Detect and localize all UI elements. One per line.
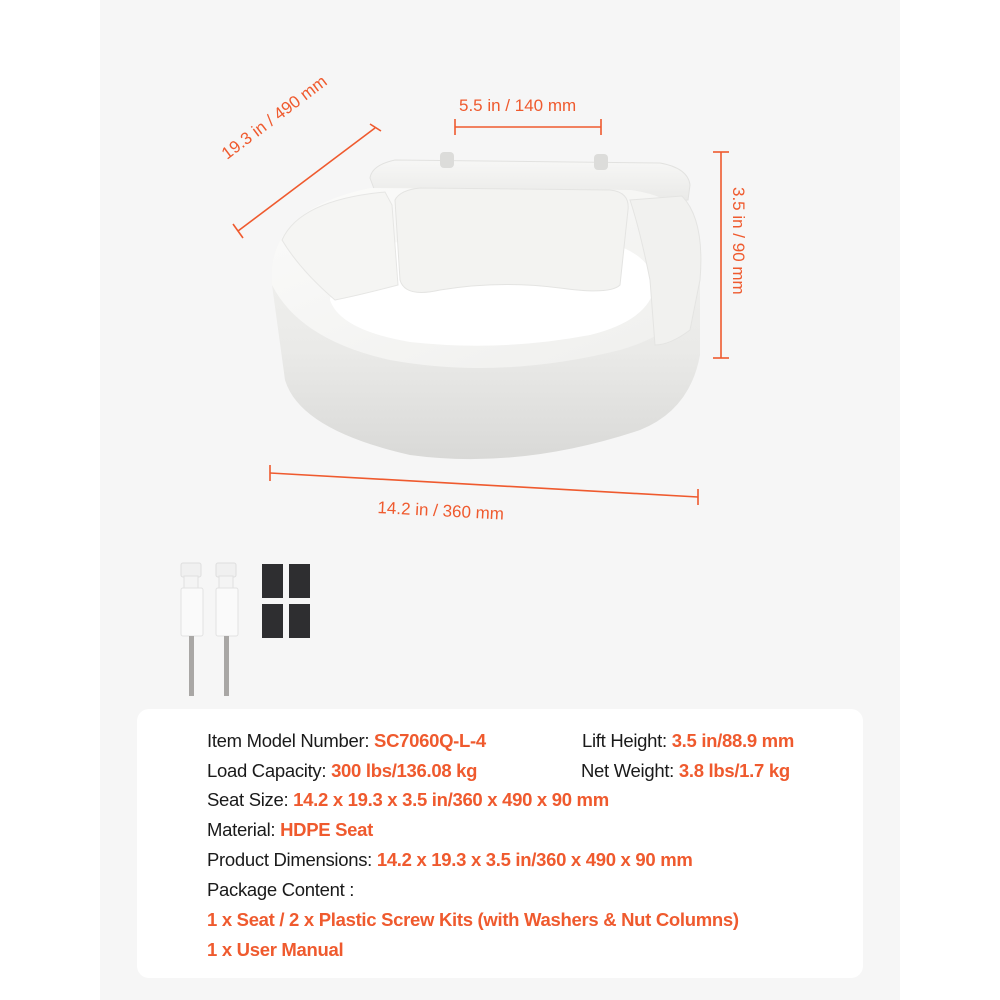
spec-seat-size-value: 14.2 x 19.3 x 3.5 in/360 x 490 x 90 mm [293,789,609,810]
spec-lift-height [582,730,794,752]
spec-product-dimensions-label: Product Dimensions: [207,849,377,870]
dim-label-width: 14.2 in / 360 mm [377,498,505,524]
spec-material-label: Material: [207,819,281,840]
spec-model-label: Item Model Number: [207,730,375,751]
spec-seat-size [207,789,609,811]
spec-lift-height-label: Lift Height: [582,730,672,751]
screw-kit [181,563,238,696]
spec-product-dimensions [207,849,693,871]
package-item: 1 x Seat / 2 x Plastic Screw Kits (with Washers & Nut Columns) [207,909,739,930]
spec-model [207,730,486,752]
spec-load-capacity-value: 300 lbs/136.08 kg [331,760,478,781]
dim-label-depth: 19.3 in / 490 mm [218,71,331,164]
spec-load-capacity-label: Load Capacity: [207,760,332,781]
screw-1 [181,563,203,696]
spec-package-content-label: Package Content : [207,879,355,900]
spec-material [207,819,373,841]
spec-net-weight [581,760,790,782]
spec-net-weight-value: 3.8 lbs/1.7 kg [678,760,790,781]
spec-material-value: HDPE Seat [280,819,373,840]
screw-2 [216,563,238,696]
spec-lift-height-value: 3.5 in/88.9 mm [671,730,794,751]
spec-product-dimensions-value: 14.2 x 19.3 x 3.5 in/360 x 490 x 90 mm [376,849,693,870]
spec-seat-size-label: Seat Size: [207,789,294,810]
seat-ring [272,188,702,459]
rubber-pads [262,564,310,638]
spec-load-capacity [207,760,477,782]
spec-model-value: SC7060Q-L-4 [374,730,486,751]
dim-label-back-width: 5.5 in / 140 mm [459,96,577,115]
package-item: 1 x User Manual [207,939,344,960]
spec-net-weight-label: Net Weight: [581,760,679,781]
dim-label-height: 3.5 in / 90 mm [729,187,748,295]
